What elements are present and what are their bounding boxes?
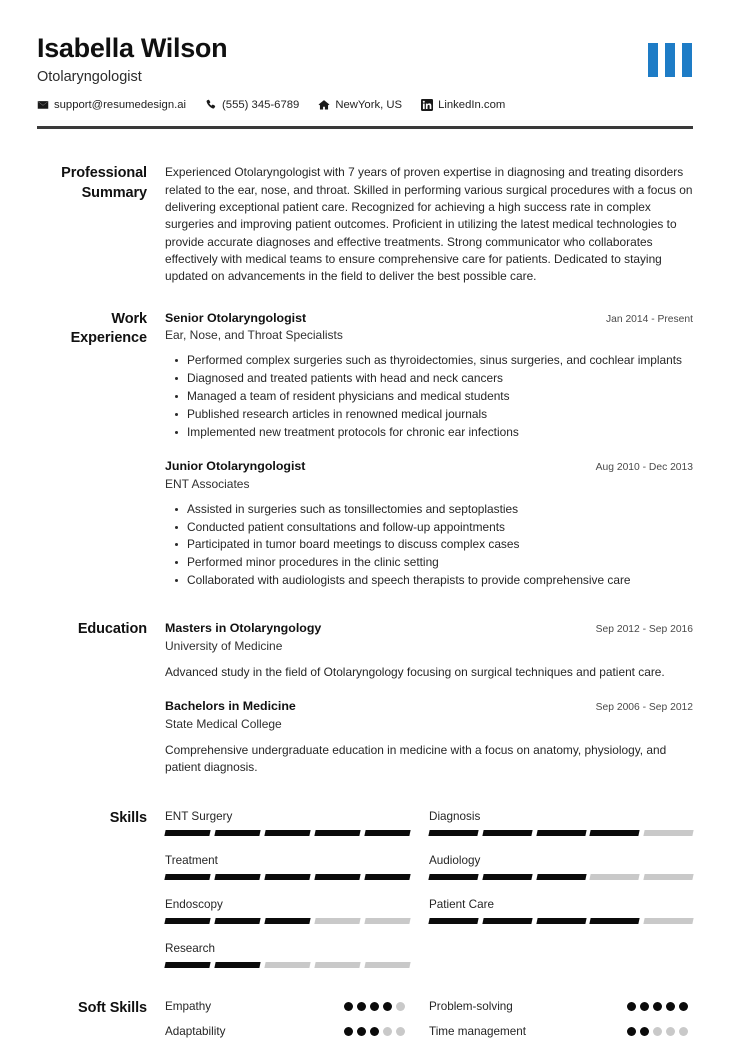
skill-segment — [590, 830, 640, 836]
soft-skill-name: Time management — [429, 1025, 527, 1039]
soft-skill-dot — [640, 1027, 649, 1036]
list-item: Collaborated with audiologists and speech therapists to provide comprehensive care — [187, 572, 693, 589]
skill-row — [165, 809, 410, 836]
skill-segment — [482, 874, 532, 880]
skill-segment — [264, 874, 310, 880]
work-entry-bullets — [165, 352, 693, 440]
section-label-education: Education — [77, 620, 147, 637]
skill-name: ENT Surgery — [165, 809, 233, 823]
skill-segment — [644, 918, 694, 924]
logo-bar-2 — [665, 43, 675, 77]
soft-skill-row — [165, 999, 410, 1015]
skills-column-left — [165, 809, 429, 986]
skill-level-bar — [165, 918, 410, 924]
skill-segment — [164, 962, 210, 968]
summary-text: Experienced Otolaryngologist with 7 years of proven expertise in diagnosing and treating disorders related to the ear, nose, and throat. Skilled in performing various surgical procedures with a focus on delivering exceptional patient care. Recognized for achieving a high success rate in complex surgeries and improving patient outcomes. Proficient in utilizing the latest medical technologies to provide accurate diagnoses and effective treatments. Strong communicator who collaborates effectively with medical teams to ensure comprehensive care for patients. Dedicated to staying updated on advancements in the field to deliver the best possible care. — [165, 165, 693, 284]
education-entry-desc: Comprehensive undergraduate education in medicine with a focus on anatomy, physiology, and patient diagnosis. — [165, 742, 667, 775]
header-divider — [37, 126, 693, 129]
soft-skill-dots — [627, 999, 693, 1011]
skill-name: Audiology — [429, 853, 481, 867]
skill-segment — [482, 830, 532, 836]
soft-skill-dot — [344, 1027, 353, 1036]
soft-skill-dot — [396, 1027, 405, 1036]
skill-segment — [214, 918, 260, 924]
logo-bar-3 — [682, 43, 692, 77]
skill-segment — [536, 874, 586, 880]
contact-email-text: support@resumedesign.ai — [54, 99, 187, 112]
section-label-summary: Professional Summary — [61, 165, 147, 201]
phone-icon — [205, 99, 217, 111]
skill-segment — [314, 874, 360, 880]
list-item: Conducted patient consultations and follow-up appointments — [187, 519, 693, 536]
soft-skill-dots — [344, 999, 410, 1011]
education-entry-org: University of Medicine — [165, 638, 283, 653]
soft-skill-dots — [344, 1024, 410, 1036]
skill-segment — [364, 874, 410, 880]
resume-header — [37, 0, 693, 129]
section-skills — [37, 809, 693, 986]
skill-row — [165, 897, 410, 924]
skill-segment — [214, 874, 260, 880]
contact-phone-text: (555) 345-6789 — [222, 99, 300, 112]
skill-name: Treatment — [165, 853, 218, 867]
skills-column-right — [429, 809, 693, 986]
soft-skill-row — [429, 999, 693, 1015]
education-entry-desc: Advanced study in the field of Otolaryngology focusing on surgical techniques and patient care. — [165, 664, 665, 679]
skill-segment — [314, 830, 360, 836]
contact-email[interactable] — [37, 99, 186, 111]
section-professional-summary — [37, 164, 693, 285]
skill-segment — [482, 918, 532, 924]
skill-segment — [164, 830, 210, 836]
work-entry-bullets — [165, 501, 693, 589]
brand-logo — [648, 43, 692, 77]
education-entry — [165, 620, 693, 681]
soft-skill-row — [429, 1024, 693, 1040]
soft-skills-column-right — [429, 999, 693, 1049]
skill-row — [429, 897, 693, 924]
education-entry-date: Sep 2012 - Sep 2016 — [595, 623, 693, 635]
skill-row — [165, 941, 410, 968]
skill-name: Research — [165, 942, 216, 956]
skill-segment — [214, 962, 260, 968]
soft-skill-dot — [344, 1002, 353, 1011]
list-item: Published research articles in renowned medical journals — [187, 406, 693, 423]
skill-segment — [364, 962, 410, 968]
work-entry — [165, 458, 693, 589]
education-entry-org: State Medical College — [165, 716, 282, 731]
contact-linkedin-text: LinkedIn.com — [438, 99, 506, 112]
linkedin-icon — [421, 99, 433, 111]
soft-skill-dot — [666, 1002, 675, 1011]
soft-skill-dot — [640, 1002, 649, 1011]
skill-row — [429, 809, 693, 836]
skill-segment — [164, 874, 210, 880]
contact-linkedin[interactable] — [421, 99, 505, 111]
work-entry — [165, 310, 693, 441]
list-item: Performed minor procedures in the clinic setting — [187, 554, 693, 571]
skill-name: Endoscopy — [165, 897, 223, 911]
education-entry-date: Sep 2006 - Sep 2012 — [595, 702, 693, 714]
skill-row — [165, 853, 410, 880]
contact-location[interactable] — [318, 99, 402, 111]
home-icon — [318, 99, 330, 111]
work-entry-title: Junior Otolaryngologist — [165, 458, 306, 473]
skill-segment — [644, 830, 694, 836]
soft-skill-dot — [383, 1027, 392, 1036]
education-entry-title: Bachelors in Medicine — [165, 699, 296, 714]
section-label-skills: Skills — [109, 809, 147, 826]
list-item: Participated in tumor board meetings to discuss complex cases — [187, 536, 693, 553]
contact-phone[interactable] — [205, 99, 299, 111]
soft-skill-name: Problem-solving — [429, 1000, 513, 1014]
section-label-work: Work Experience — [70, 310, 147, 346]
skill-level-bar — [429, 874, 693, 880]
soft-skill-dot — [383, 1002, 392, 1011]
soft-skill-dot — [627, 1027, 636, 1036]
list-item: Managed a team of resident physicians and medical students — [187, 388, 693, 405]
skill-segment — [264, 962, 310, 968]
skill-segment — [314, 962, 360, 968]
soft-skill-dot — [396, 1002, 405, 1011]
work-entry-org: ENT Associates — [165, 476, 250, 491]
skill-segment — [164, 918, 210, 924]
soft-skill-dot — [679, 1027, 688, 1036]
skill-segment — [364, 918, 410, 924]
soft-skill-dot — [357, 1027, 366, 1036]
skill-level-bar — [165, 830, 410, 836]
work-entry-date: Jan 2014 - Present — [605, 313, 693, 325]
skill-segment — [590, 918, 640, 924]
soft-skill-dot — [666, 1027, 675, 1036]
section-soft-skills — [37, 999, 693, 1049]
skill-segment — [314, 918, 360, 924]
education-entry — [165, 698, 693, 777]
skill-segment — [364, 830, 410, 836]
list-item: Diagnosed and treated patients with head and neck cancers — [187, 370, 693, 387]
logo-bar-1 — [648, 43, 658, 77]
contact-list — [37, 99, 693, 111]
skill-segment — [428, 830, 478, 836]
list-item: Performed complex surgeries such as thyroidectomies, sinus surgeries, and cochlear implants — [187, 352, 693, 369]
skill-segment — [264, 830, 310, 836]
skill-segment — [536, 918, 586, 924]
soft-skills-column-left — [165, 999, 429, 1049]
soft-skill-name: Adaptability — [165, 1025, 226, 1039]
work-entry-org: Ear, Nose, and Throat Specialists — [165, 328, 343, 343]
skill-level-bar — [429, 830, 693, 836]
skill-segment — [536, 830, 586, 836]
candidate-name: Isabella Wilson — [37, 33, 228, 63]
skill-name: Diagnosis — [429, 809, 481, 823]
skill-segment — [214, 830, 260, 836]
soft-skill-row — [165, 1024, 410, 1040]
soft-skill-dot — [357, 1002, 366, 1011]
section-work-experience — [37, 310, 693, 590]
skill-segment — [644, 874, 694, 880]
skill-row — [429, 853, 693, 880]
education-entry-title: Masters in Otolaryngology — [165, 620, 322, 635]
skill-level-bar — [165, 962, 410, 968]
skill-level-bar — [165, 874, 410, 880]
soft-skill-dot — [370, 1002, 379, 1011]
soft-skill-dot — [370, 1027, 379, 1036]
section-education — [37, 620, 693, 777]
skill-segment — [428, 918, 478, 924]
work-entry-date: Aug 2010 - Dec 2013 — [595, 461, 693, 473]
contact-location-text: NewYork, US — [335, 99, 403, 112]
work-entry-title: Senior Otolaryngologist — [165, 310, 307, 325]
list-item: Assisted in surgeries such as tonsillectomies and septoplasties — [187, 501, 693, 518]
soft-skill-dots — [627, 1024, 693, 1036]
candidate-job-title: Otolaryngologist — [37, 69, 142, 86]
soft-skill-dot — [653, 1027, 662, 1036]
list-item: Implemented new treatment protocols for chronic ear infections — [187, 424, 693, 441]
envelope-icon — [37, 99, 49, 111]
soft-skill-dot — [627, 1002, 636, 1011]
soft-skill-dot — [679, 1002, 688, 1011]
section-label-soft-skills: Soft Skills — [78, 1000, 147, 1017]
skill-level-bar — [429, 918, 693, 924]
skill-segment — [428, 874, 478, 880]
skill-segment — [590, 874, 640, 880]
skill-name: Patient Care — [429, 897, 494, 911]
soft-skill-dot — [653, 1002, 662, 1011]
skill-segment — [264, 918, 310, 924]
soft-skill-name: Empathy — [165, 1000, 212, 1014]
